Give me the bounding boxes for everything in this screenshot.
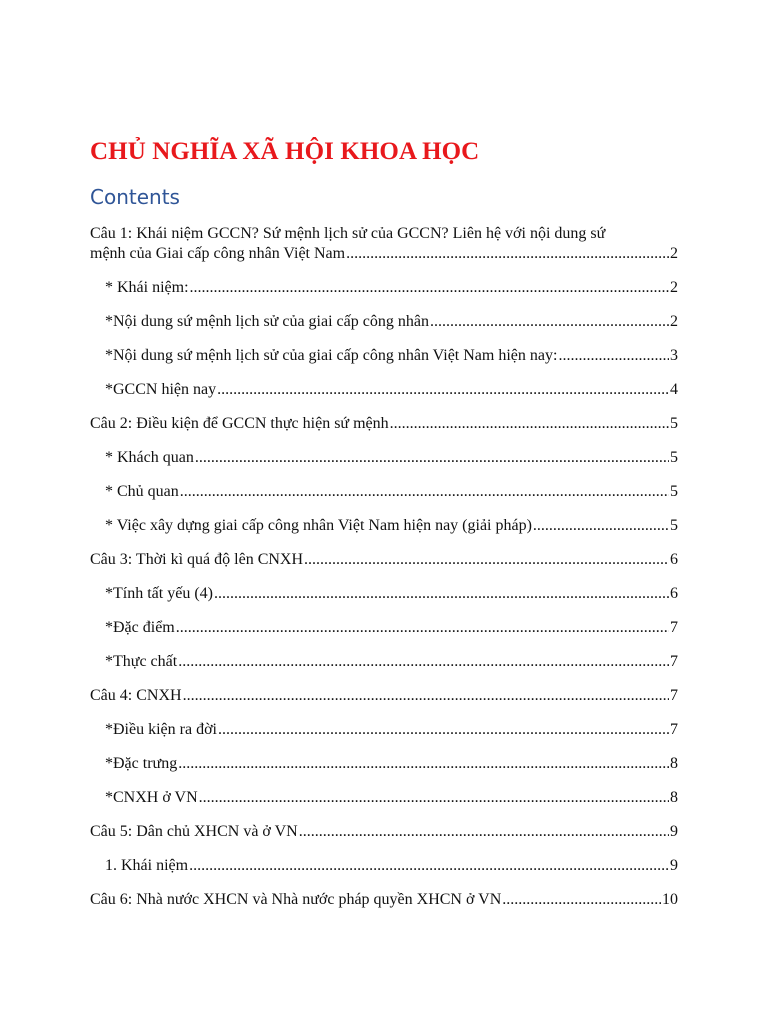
toc-entry-text: *Tính tất yếu (4) [105,585,213,602]
toc-entry[interactable] [90,754,678,774]
toc-entry-text: 1. Khái niệm [105,857,189,874]
toc-entry[interactable] [90,448,678,468]
toc-page-number: 4 [670,381,678,398]
toc-entry[interactable] [90,312,678,332]
table-of-contents [90,224,678,924]
toc-entry-text: *Thực chất [105,653,178,670]
toc-page-number: 10 [662,891,678,908]
toc-entry[interactable] [90,788,678,808]
toc-page-number: 7 [670,687,678,704]
document-title: CHỦ NGHĨA XÃ HỘI KHOA HỌC [90,138,480,165]
toc-entry-text: Câu 3: Thời kì quá độ lên CNXH [90,551,304,568]
toc-entry[interactable] [90,652,678,672]
toc-dot-leader [176,618,669,638]
toc-page-number: 6 [670,551,678,568]
toc-dot-leader [178,754,669,774]
toc-entry-text: * Chủ quan [105,483,179,500]
toc-entry-text: *GCCN hiện nay [105,381,217,398]
toc-entry[interactable] [90,584,678,604]
toc-entry-text: Câu 4: CNXH [90,687,182,704]
toc-entry-text: *Điều kiện ra đời [105,721,217,738]
toc-entry[interactable] [90,856,678,876]
toc-dot-leader [199,788,669,808]
toc-entry[interactable] [90,516,678,536]
toc-entry-text: *Đặc trưng [105,755,178,772]
toc-page-number: 2 [670,313,678,330]
toc-dot-leader [178,652,669,672]
toc-dot-leader [190,278,669,298]
toc-entry[interactable] [90,618,678,638]
toc-entry[interactable] [90,550,678,570]
toc-entry-text: *Đặc điểm [105,619,175,636]
toc-entry-text: * Khách quan [105,449,194,466]
toc-page-number: 3 [670,347,678,364]
toc-entry-text: *CNXH ở VN [105,789,198,806]
toc-page-number: 2 [670,279,678,296]
toc-dot-leader [180,482,669,502]
toc-dot-leader [390,414,669,434]
toc-page-number: 5 [670,517,678,534]
toc-entry-text: * Việc xây dựng giai cấp công nhân Việt Nam hiện nay (giải pháp) [105,517,532,534]
toc-page-number: 9 [670,857,678,874]
toc-dot-leader [558,346,669,366]
toc-page-number: 5 [670,415,678,432]
toc-entry[interactable] [90,224,678,264]
toc-page-number: 5 [670,483,678,500]
toc-page-number: 5 [670,449,678,466]
toc-entry-text: Câu 5: Dân chủ XHCN và ở VN [90,823,298,840]
toc-entry[interactable] [90,380,678,400]
toc-entry-text-line1: Câu 1: Khái niệm GCCN? Sứ mệnh lịch sử của GCCN? Liên hệ với nội dung sứ [90,225,606,242]
toc-entry-text: * Khái niệm: [105,279,189,296]
toc-entry-text: mệnh của Giai cấp công nhân Việt Nam [90,245,346,262]
contents-heading: Contents [90,185,180,209]
toc-entry[interactable] [90,720,678,740]
toc-entry-text: Câu 2: Điều kiện để GCCN thực hiện sứ mệnh [90,415,389,432]
toc-page-number: 2 [670,245,678,262]
toc-dot-leader [183,686,669,706]
toc-dot-leader [299,822,669,842]
toc-entry-text: Câu 6: Nhà nước XHCN và Nhà nước pháp quyền XHCN ở VN [90,891,502,908]
toc-page-number: 7 [670,619,678,636]
toc-dot-leader [189,856,669,876]
toc-dot-leader [304,550,669,570]
toc-page-number: 8 [670,755,678,772]
toc-dot-leader [346,244,669,264]
toc-dot-leader [533,516,669,536]
toc-dot-leader [217,380,669,400]
toc-dot-leader [218,720,669,740]
toc-entry[interactable] [90,890,678,910]
toc-entry-text: *Nội dung sứ mệnh lịch sử của giai cấp công nhân [105,313,429,330]
toc-page-number: 7 [670,653,678,670]
toc-page-number: 9 [670,823,678,840]
toc-dot-leader [214,584,669,604]
toc-dot-leader [430,312,669,332]
toc-entry[interactable] [90,822,678,842]
toc-page-number: 6 [670,585,678,602]
toc-dot-leader [502,890,661,910]
toc-entry[interactable] [90,414,678,434]
toc-entry[interactable] [90,686,678,706]
toc-page-number: 7 [670,721,678,738]
toc-entry[interactable] [90,278,678,298]
toc-entry[interactable] [90,482,678,502]
toc-entry-text: *Nội dung sứ mệnh lịch sử của giai cấp công nhân Việt Nam hiện nay: [105,347,558,364]
toc-dot-leader [195,448,669,468]
toc-page-number: 8 [670,789,678,806]
toc-entry[interactable] [90,346,678,366]
